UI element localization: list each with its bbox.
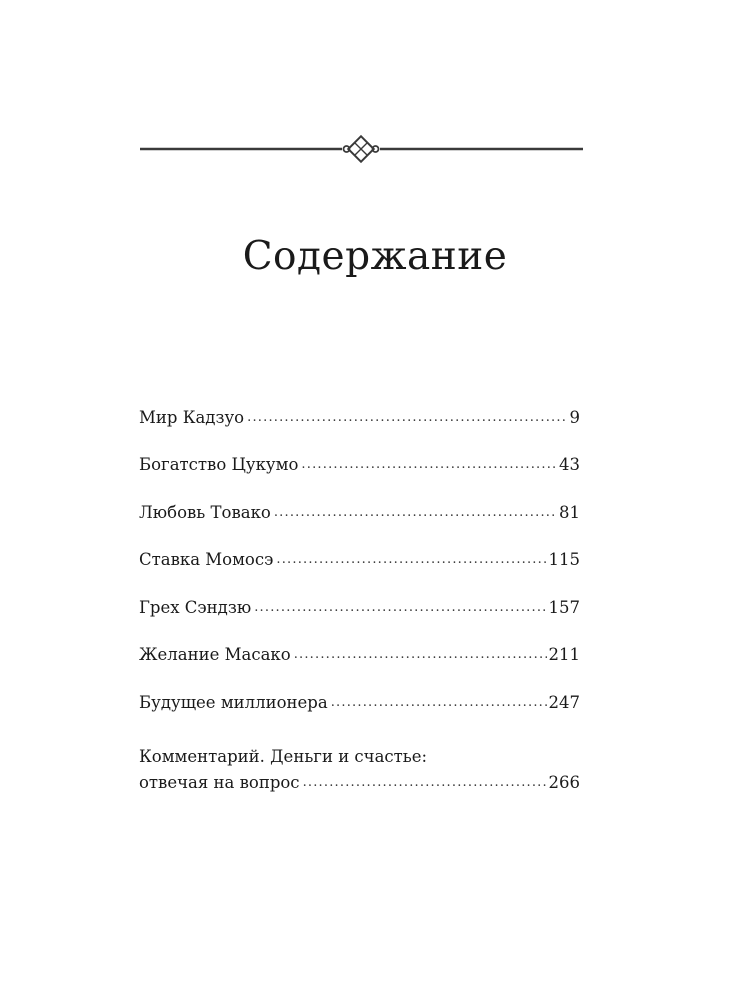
toc-entry-commentary [139,743,580,799]
ornament-divider-svg [140,134,583,164]
dot-leader [247,406,567,423]
commentary-title-line-2: отвечая на вопрос [139,772,300,792]
dot-leader [303,771,547,788]
toc-entry [139,549,580,577]
dot-leader [274,501,557,518]
toc-entry [139,501,580,529]
toc-entry-page: 211 [548,645,580,664]
toc-entry-title: Мир Кадзуо [139,407,245,427]
toc-entry-page: 9 [569,407,580,427]
toc-entry [139,406,580,434]
endless-knot-icon [344,135,379,162]
toc-entry-title: Богатство Цукумо [139,455,299,474]
toc-entry-title: Ставка Момосэ [139,550,274,569]
dot-leader [331,691,547,708]
toc-entry [139,596,580,624]
toc-entry [139,691,580,719]
toc-entry-page: 247 [548,692,580,712]
toc-entry [139,644,580,672]
toc-entry-title: Будущее миллионера [139,692,328,712]
dot-leader [294,644,547,661]
toc-entry-title: Грех Сэндзю [139,597,252,617]
commentary-title-line-1: Комментарий. Деньги и счастье: [139,747,428,766]
ornament-divider [140,134,583,164]
dot-leader [301,454,557,471]
toc-entry-title: Желание Масако [139,645,291,664]
toc-entry-title: Любовь Товако [139,502,271,522]
table-of-contents [139,406,580,819]
toc-entry [139,454,580,482]
dot-leader [254,596,546,613]
toc-entry-page: 266 [548,772,580,792]
page-title: Содержание [242,234,508,279]
toc-entry-page: 81 [559,502,580,522]
commentary-title-line-2-row [139,771,580,799]
dot-leader [276,549,546,566]
toc-entry-page: 157 [548,597,580,617]
toc-entry-page: 115 [548,550,580,569]
toc-entry-page: 43 [559,455,580,474]
